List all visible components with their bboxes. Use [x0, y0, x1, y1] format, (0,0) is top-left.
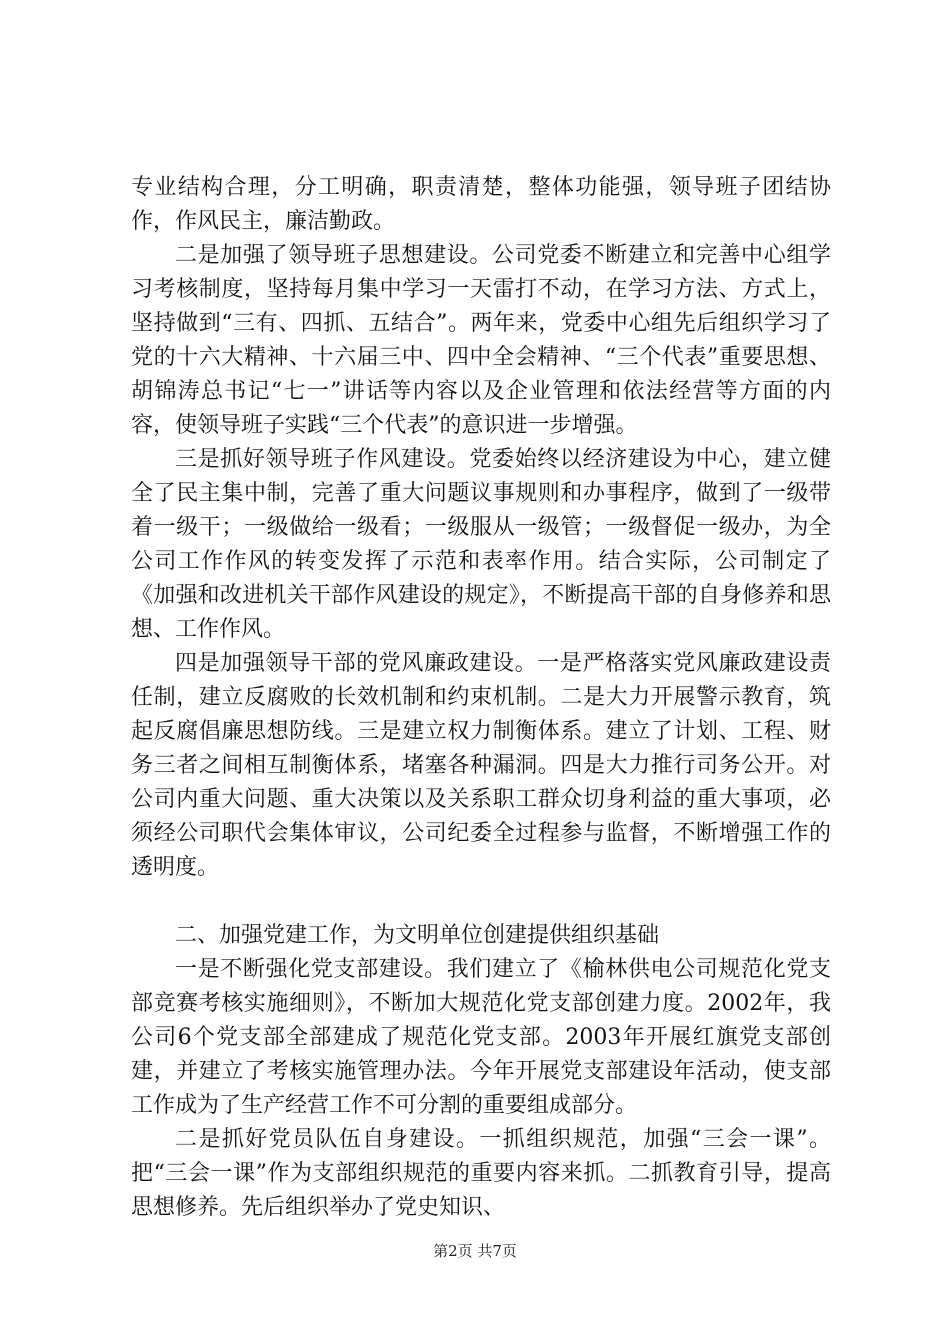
paragraph-2: 二是加强了领导班子思想建设。公司党委不断建立和完善中心组学习考核制度，坚持每月集中学习一天雷打不动，在学习方法、方式上，坚持做到“三有、四抓、五结合”。两年来，党委中心组先后组织学习了党的十六大精神、十六届三中、四中全会精神、“三个代表”重要思想、胡锦涛总书记“七一”讲话等内容以及企业管理和依法经营等方面的内容，使领导班子实践“三个代表”的意识进一步增强。: [131, 243, 831, 438]
page-footer: 第2页 共7页: [433, 1242, 517, 1260]
paragraph-1: 专业结构合理，分工明确，职责清楚，整体功能强，领导班子团结协作，作风民主，廉洁勤政。: [131, 175, 831, 234]
section-heading: 二、加强党建工作，为文明单位创建提供组织基础: [175, 923, 660, 948]
paragraph-3: 三是抓好领导班子作风建设。党委始终以经济建设为中心，建立健全了民主集中制，完善了重大问题议事规则和办事程序，做到了一级带着一级干；一级做给一级看；一级服从一级管；一级督促一级办，为全公司工作作风的转变发挥了示范和表率作用。结合实际，公司制定了《加强和改进机关干部作风建设的规定》，不断提高干部的自身修养和思想、工作作风。: [131, 447, 831, 642]
paragraph-5: 一是不断强化党支部建设。我们建立了《榆林供电公司规范化党支部竞赛考核实施细则》，不断加大规范化党支部创建力度。2002年，我公司6个党支部全部建成了规范化党支部。2003年开展红旗党支部创建，并建立了考核实施管理办法。今年开展党支部建设年活动，使支部工作成为了生产经营工作不可分割的重要组成部分。: [131, 957, 831, 1118]
document-body: [131, 171, 831, 1225]
paragraph-6: 二是抓好党员队伍自身建设。一抓组织规范，加强“三会一课”。把“三会一课”作为支部组织规范的重要内容来抓。二抓教育引导，提高思想修养。先后组织举办了党史知识、: [131, 1127, 831, 1220]
paragraph-4: 四是加强领导干部的党风廉政建设。一是严格落实党风廉政建设责任制，建立反腐败的长效机制和约束机制。二是大力开展警示教育，筑起反腐倡廉思想防线。三是建立权力制衡体系。建立了计划、工程、财务三者之间相互制衡体系，堵塞各种漏洞。四是大力推行司务公开。对公司内重大问题、重大决策以及关系职工群众切身利益的重大事项，必须经公司职代会集体审议，公司纪委全过程参与监督，不断增强工作的透明度。: [131, 651, 831, 880]
